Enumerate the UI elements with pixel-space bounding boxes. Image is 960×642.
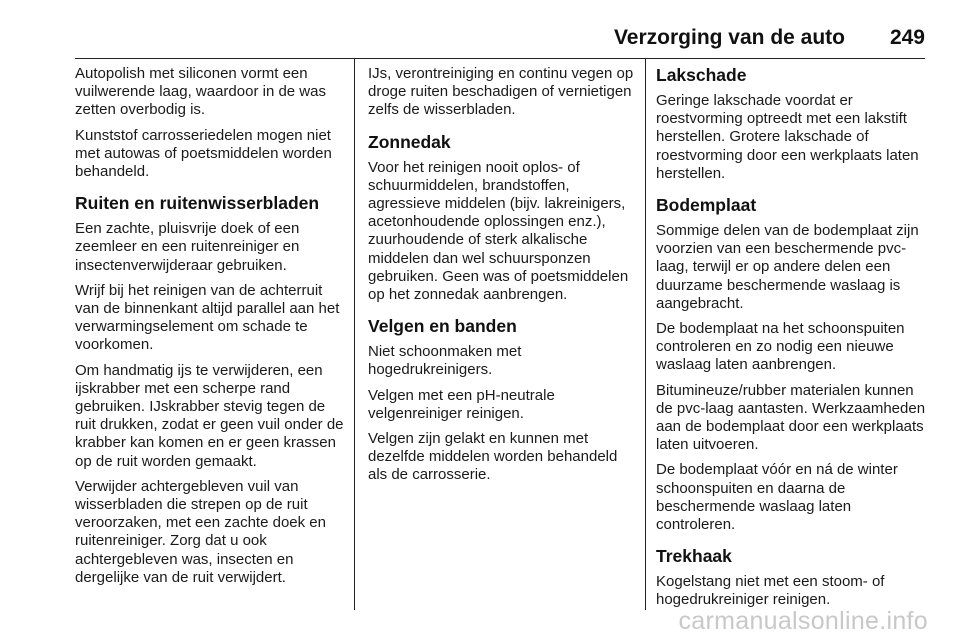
paragraph: Kogelstang niet met een stoom- of hogedrukreiniger reinigen. — [656, 573, 885, 609]
paragraph: Sommige delen van de bodemplaat zijn voorzien van een beschermende pvc-laag, terwijl er op andere delen een duurzame beschermende waslaag is aangebracht. — [656, 222, 919, 312]
paragraph: Geringe lakschade voordat er roestvorming optreedt met een lakstift herstellen. Grotere lakschade of roestvorming door een werkplaats laten herstellen. — [656, 92, 919, 182]
page-header — [75, 0, 925, 59]
paragraph: IJs, verontreiniging en continu vegen op droge ruiten beschadigen of vernietigen zelfs de wisserbladen. — [368, 65, 634, 119]
paragraph: Voor het reinigen nooit oplos- of schuurmiddelen, brandstoffen, agressieve middelen (bijv. lakreinigers, acetonhoudende oplossingen enz.), zuurhoudende of sterk alkalische middelen dan wel schuursponzen gebruiken. Geen was of poetsmiddelen op het zonnedak aanbrengen. — [368, 158, 629, 304]
watermark: carmanualsonline.info — [678, 607, 928, 635]
paragraph: Kunststof carrosseriedelen mogen niet met autowas of poetsmiddelen worden behandeld. — [75, 126, 332, 181]
paragraph: Velgen met een pH-neutrale velgenreiniger reinigen. — [368, 386, 555, 422]
column-3 — [656, 65, 930, 617]
paragraph: Niet schoonmaken met hogedrukreinigers. — [368, 343, 522, 379]
page-number: 249 — [889, 26, 925, 49]
section-heading-zonnedak: Zonnedak — [368, 131, 451, 152]
column-divider-2 — [645, 58, 646, 610]
column-1 — [75, 65, 347, 594]
column-divider-1 — [354, 58, 355, 610]
paragraph: Bitumineuze/rubber materialen kunnen de pvc-laag aantasten. Werkzaamheden aan de bodemplaat door een werkplaats laten uitvoeren. — [656, 381, 926, 454]
section-heading-velgen: Velgen en banden — [368, 316, 517, 337]
section-heading-trekhaak: Trekhaak — [656, 546, 732, 567]
paragraph: Een zachte, pluisvrije doek of een zeemleer en een ruitenreiniger en insectenverwijderaar gebruiken. — [75, 220, 300, 274]
paragraph: Verwijder achtergebleven vuil van wisserbladen die strepen op de ruit veroorzaken, met een zachte doek en ruitenreiniger. Zorg dat u ook achtergebleven was, insecten en dergelijke van de ruit verwijdert. — [75, 477, 326, 586]
paragraph: Wrijf bij het reinigen van de achterruit van de binnenkant altijd parallel aan het verwarmingselement om schade te voorkomen. — [75, 281, 340, 354]
section-heading-bodemplaat: Bodemplaat — [656, 195, 757, 216]
column-2 — [368, 65, 636, 492]
page-title: Verzorging van de auto — [613, 26, 845, 49]
paragraph: Velgen zijn gelakt en kunnen met dezelfde middelen worden behandeld als de carrosserie. — [368, 430, 618, 484]
paragraph: De bodemplaat vóór en ná de winter schoonspuiten en daarna de beschermende waslaag laten controleren. — [656, 461, 898, 534]
section-heading-ruiten: Ruiten en ruitenwisserbladen — [75, 193, 320, 214]
paragraph: Om handmatig ijs te verwijderen, een ijskrabber met een scherpe rand gebruiken. IJskrabber stevig tegen de ruit drukken, zodat er geen vuil onder de krabber kan komen en er geen krassen op de ruit worden gemaakt. — [75, 361, 344, 470]
paragraph: Autopolish met siliconen vormt een vuilwerende laag, waardoor in de was zetten overbodig is. — [75, 65, 326, 119]
paragraph: De bodemplaat na het schoonspuiten controleren en zo nodig een nieuwe waslaag laten aanbrengen. — [656, 320, 905, 374]
section-heading-lakschade: Lakschade — [656, 65, 747, 85]
